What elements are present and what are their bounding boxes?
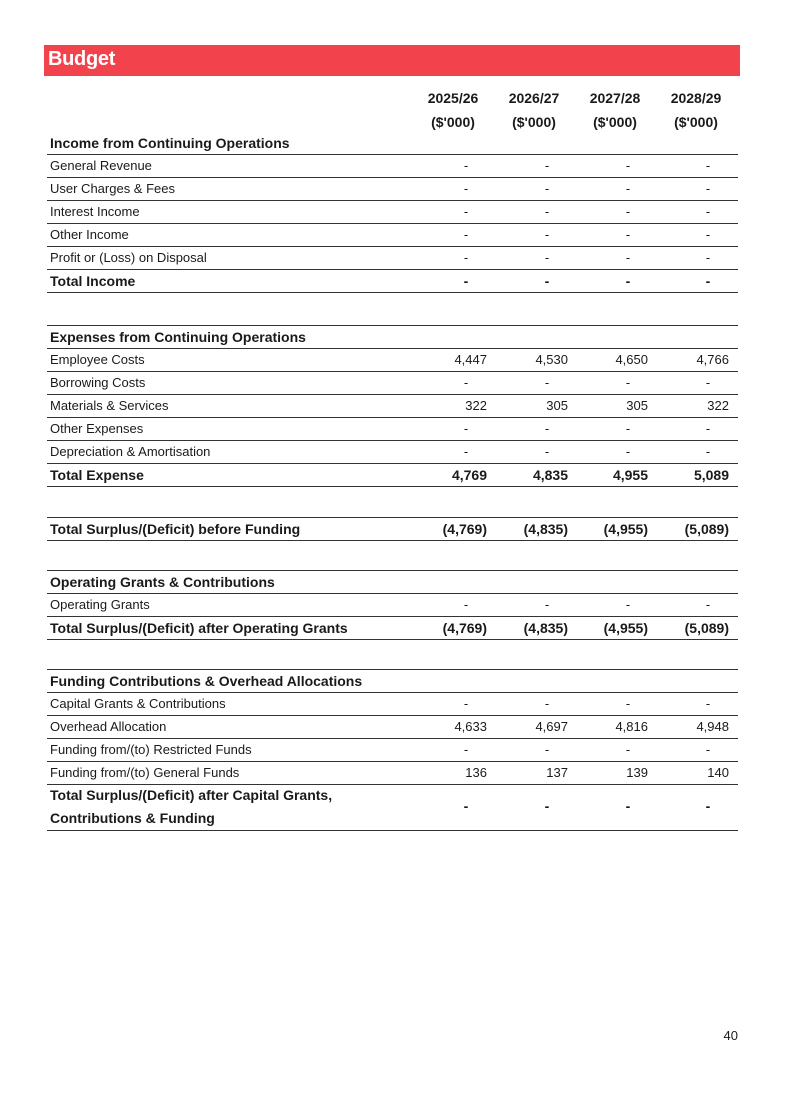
cell-value: - xyxy=(544,272,550,289)
row-label: Employee Costs xyxy=(50,351,145,367)
row-label: Overhead Allocation xyxy=(50,718,167,734)
cell-value: - xyxy=(463,374,469,390)
row-divider xyxy=(47,639,738,640)
row-label: Total Expense xyxy=(50,466,144,483)
cell-value: 4,769 xyxy=(451,466,487,483)
row-total-expense xyxy=(47,463,738,486)
cell-value: (4,769) xyxy=(442,619,487,636)
cell-value: - xyxy=(625,180,631,196)
cell-value: - xyxy=(705,374,711,390)
row-label: Funding from/(to) Restricted Funds xyxy=(50,741,252,757)
row-label: Operating Grants xyxy=(50,596,150,612)
cell-value: - xyxy=(625,272,631,289)
cell-value: (4,835) xyxy=(523,520,568,537)
cell-value: - xyxy=(544,443,550,459)
cell-value: 5,089 xyxy=(693,466,729,483)
cell-value: - xyxy=(463,420,469,436)
cell-value: - xyxy=(463,180,469,196)
cell-value: - xyxy=(625,741,631,757)
row-interest-income xyxy=(47,200,738,223)
cell-value: 322 xyxy=(707,397,729,413)
row-divider xyxy=(47,292,738,293)
row-label: Funding Contributions & Overhead Allocations xyxy=(50,672,363,689)
cell-value: - xyxy=(544,695,550,711)
row-other-income xyxy=(47,223,738,246)
row-divider xyxy=(47,540,738,541)
cell-value: - xyxy=(544,420,550,436)
row-surplus-before-funding xyxy=(47,517,738,540)
cell-value: - xyxy=(705,249,711,265)
col-header-2026: 2026/27 ($'000) xyxy=(508,90,560,130)
row-label: Operating Grants & Contributions xyxy=(50,573,275,590)
cell-value: 4,766 xyxy=(696,351,729,367)
cell-value: - xyxy=(544,203,550,219)
cell-value: - xyxy=(705,420,711,436)
cell-value: - xyxy=(544,374,550,390)
cell-value: - xyxy=(625,798,631,814)
cell-value: 4,530 xyxy=(535,351,568,367)
cell-value: - xyxy=(463,741,469,757)
row-label: Capital Grants & Contributions xyxy=(50,695,226,711)
cell-value: - xyxy=(544,180,550,196)
cell-value: 140 xyxy=(707,764,729,780)
row-operating-grants xyxy=(47,593,738,616)
cell-value: - xyxy=(625,443,631,459)
row-label: Expenses from Continuing Operations xyxy=(50,328,306,345)
cell-value: - xyxy=(544,596,550,612)
cell-value: - xyxy=(625,249,631,265)
cell-value: (4,769) xyxy=(442,520,487,537)
section-heading-operating-grants-contributions xyxy=(47,570,738,593)
row-profit-or-loss-on-disposal xyxy=(47,246,738,269)
cell-value: 139 xyxy=(626,764,648,780)
row-divider xyxy=(47,830,738,831)
row-label: Total Surplus/(Deficit) before Funding xyxy=(50,520,301,537)
row-label: General Revenue xyxy=(50,157,152,173)
cell-value: 4,816 xyxy=(615,718,648,734)
cell-value: - xyxy=(463,203,469,219)
cell-value: 4,650 xyxy=(615,351,648,367)
cell-value: - xyxy=(463,695,469,711)
section-heading-income-from-continuing-operations xyxy=(47,131,738,154)
row-user-charges-fees xyxy=(47,177,738,200)
row-depreciation-amortisation xyxy=(47,440,738,463)
row-funding-from-to-general-funds xyxy=(47,761,738,784)
page-title: Budget xyxy=(48,48,116,70)
cell-value: 137 xyxy=(546,764,568,780)
row-label: Income from Continuing Operations xyxy=(50,134,290,151)
cell-value: (4,955) xyxy=(603,619,648,636)
page-number: 40 xyxy=(723,1028,738,1043)
cell-value: - xyxy=(705,272,711,289)
cell-value: - xyxy=(625,226,631,242)
row-borrowing-costs xyxy=(47,371,738,394)
row-general-revenue xyxy=(47,154,738,177)
cell-value: - xyxy=(705,596,711,612)
cell-value: - xyxy=(625,374,631,390)
row-label: Other Expenses xyxy=(50,420,144,436)
section-heading-funding-contributions-overhead-allocations xyxy=(47,669,738,692)
cell-value: - xyxy=(463,596,469,612)
row-employee-costs xyxy=(47,348,738,371)
row-surplus-after-operating-grants xyxy=(47,616,738,639)
cell-value: - xyxy=(463,226,469,242)
cell-value: 4,948 xyxy=(696,718,729,734)
cell-value: - xyxy=(705,741,711,757)
cell-value: - xyxy=(544,798,550,814)
cell-value: - xyxy=(463,249,469,265)
cell-value: - xyxy=(705,203,711,219)
cell-value: 4,835 xyxy=(532,466,568,483)
col-header-2028: 2028/29 ($'000) xyxy=(670,90,722,130)
cell-value: 136 xyxy=(465,764,487,780)
cell-value: - xyxy=(544,226,550,242)
cell-value: 4,955 xyxy=(612,466,648,483)
cell-value: 4,633 xyxy=(454,718,487,734)
row-label: Total Income xyxy=(50,272,136,289)
cell-value: - xyxy=(705,695,711,711)
page-title-banner xyxy=(44,45,740,76)
row-total-income xyxy=(47,269,738,292)
cell-value: 305 xyxy=(626,397,648,413)
cell-value: - xyxy=(705,226,711,242)
cell-value: - xyxy=(705,157,711,173)
cell-value: - xyxy=(625,420,631,436)
cell-value: (5,089) xyxy=(684,619,729,636)
cell-value: - xyxy=(463,798,469,814)
cell-value: (5,089) xyxy=(684,520,729,537)
row-funding-from-to-restricted-funds xyxy=(47,738,738,761)
section-heading-expenses-from-continuing-operations xyxy=(47,325,738,348)
cell-value: (4,835) xyxy=(523,619,568,636)
cell-value: - xyxy=(625,596,631,612)
cell-value: - xyxy=(544,249,550,265)
row-label: Other Income xyxy=(50,226,129,242)
cell-value: - xyxy=(463,272,469,289)
row-divider xyxy=(47,486,738,487)
row-label-line2: Contributions & Funding xyxy=(50,810,215,826)
cell-value: - xyxy=(625,695,631,711)
row-label: Interest Income xyxy=(50,203,140,219)
cell-value: - xyxy=(544,741,550,757)
row-materials-services xyxy=(47,394,738,417)
cell-value: - xyxy=(625,203,631,219)
cell-value: - xyxy=(705,180,711,196)
cell-value: 305 xyxy=(546,397,568,413)
row-label: Depreciation & Amortisation xyxy=(50,443,211,459)
cell-value: 4,447 xyxy=(454,351,487,367)
row-capital-grants-contributions xyxy=(47,692,738,715)
row-label: Profit or (Loss) on Disposal xyxy=(50,249,207,265)
row-label: Funding from/(to) General Funds xyxy=(50,764,240,780)
row-label: User Charges & Fees xyxy=(50,180,175,196)
row-surplus-after-capital-grants xyxy=(47,784,738,830)
cell-value: 4,697 xyxy=(535,718,568,734)
row-label-line1: Total Surplus/(Deficit) after Capital Grants, xyxy=(50,787,333,803)
col-header-2025: 2025/26 ($'000) xyxy=(427,90,479,130)
cell-value: - xyxy=(705,798,711,814)
cell-value: 322 xyxy=(465,397,487,413)
cell-value: - xyxy=(705,443,711,459)
cell-value: (4,955) xyxy=(603,520,648,537)
row-overhead-allocation xyxy=(47,715,738,738)
cell-value: - xyxy=(463,157,469,173)
col-header-2027: 2027/28 ($'000) xyxy=(589,90,641,130)
cell-value: - xyxy=(463,443,469,459)
cell-value: - xyxy=(544,157,550,173)
row-label: Total Surplus/(Deficit) after Operating Grants xyxy=(50,619,348,636)
row-label: Materials & Services xyxy=(50,397,169,413)
row-label: Borrowing Costs xyxy=(50,374,146,390)
row-other-expenses xyxy=(47,417,738,440)
cell-value: - xyxy=(625,157,631,173)
